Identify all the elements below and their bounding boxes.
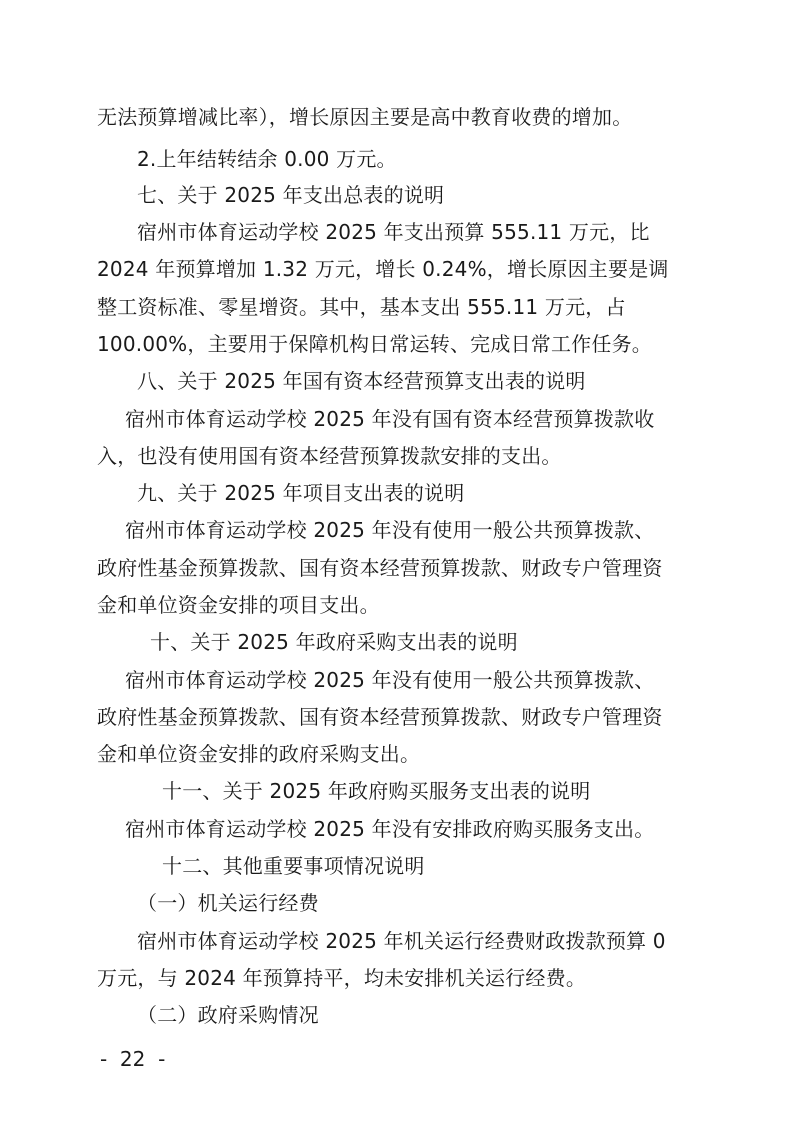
body-text-line: 整工资标准、零星增资。其中，基本支出 555.11 万元，占 [97,295,626,319]
section-heading: 九、关于 2025 年项目支出表的说明 [137,481,465,505]
body-text-line: 金和单位资金安排的项目支出。 [97,593,380,617]
page-number: - 22 - [100,1047,166,1071]
body-text-line: 无法预算增减比率），增长原因主要是高中教育收费的增加。 [97,105,633,129]
body-text-line: 宿州市体育运动学校 2025 年没有国有资本经营预算拨款收 [125,407,655,431]
section-heading: 八、关于 2025 年国有资本经营预算支出表的说明 [137,369,586,393]
body-text-line: 宿州市体育运动学校 2025 年没有使用一般公共预算拨款、 [125,668,655,692]
section-heading: 十二、其他重要事项情况说明 [162,854,425,878]
body-text-line: 政府性基金预算拨款、国有资本经营预算拨款、财政专户管理资 [97,556,663,580]
section-heading: 十、关于 2025 年政府采购支出表的说明 [150,630,518,654]
body-text-line: 万元，与 2024 年预算持平，均未安排机关运行经费。 [97,966,587,990]
body-text-line: 2024 年预算增加 1.32 万元，增长 0.24%，增长原因主要是调 [97,257,669,281]
subsection-heading: （二）政府采购情况 [137,1003,319,1027]
body-text-line: 政府性基金预算拨款、国有资本经营预算拨款、财政专户管理资 [97,705,663,729]
body-text-line: 入，也没有使用国有资本经营预算拨款安排的支出。 [97,444,562,468]
body-text-line: 宿州市体育运动学校 2025 年支出预算 555.11 万元，比 [137,220,650,244]
section-heading: 七、关于 2025 年支出总表的说明 [137,183,445,207]
body-text-line: 2.上年结转结余 0.00 万元。 [137,147,397,171]
body-text-line: 宿州市体育运动学校 2025 年没有使用一般公共预算拨款、 [125,518,655,542]
body-text-line: 金和单位资金安排的政府采购支出。 [97,742,421,766]
body-text-line: 宿州市体育运动学校 2025 年机关运行经费财政拨款预算 0 [137,929,666,953]
subsection-heading: （一）机关运行经费 [137,891,319,915]
section-heading: 十一、关于 2025 年政府购买服务支出表的说明 [162,779,591,803]
body-text-line: 宿州市体育运动学校 2025 年没有安排政府购买服务支出。 [125,817,655,841]
body-text-line: 100.00%，主要用于保障机构日常运转、完成日常工作任务。 [97,332,652,356]
